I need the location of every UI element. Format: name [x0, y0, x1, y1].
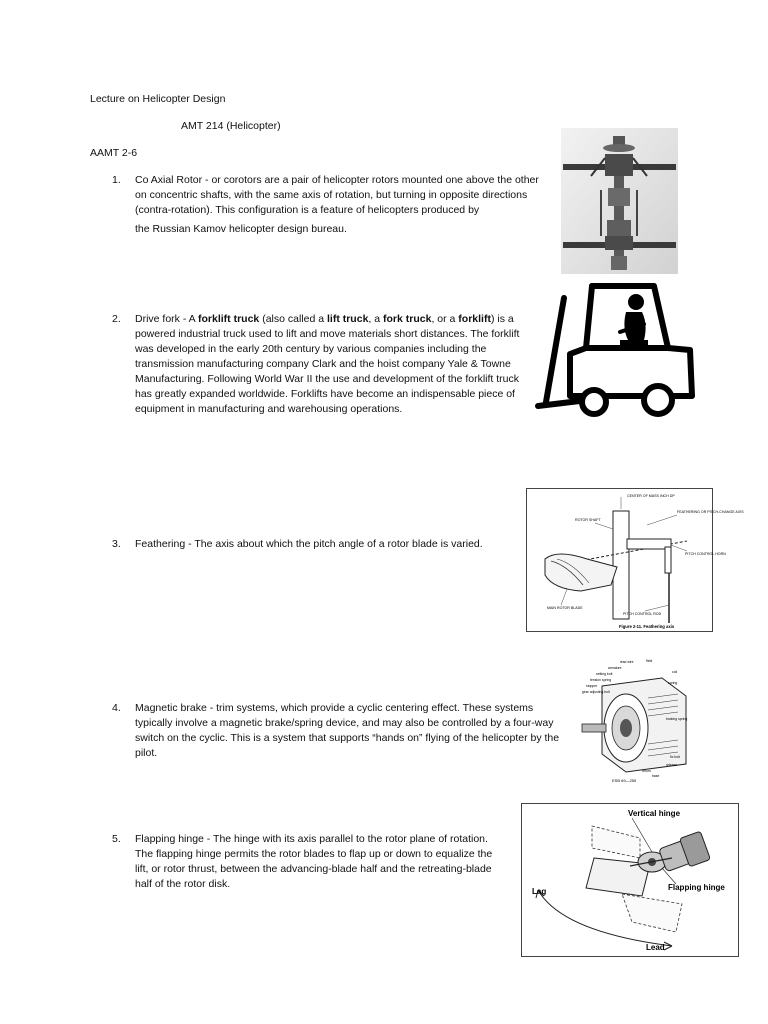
- text-run: ) is a: [490, 313, 514, 325]
- label-braking-spring: braking spring: [666, 717, 688, 721]
- text-line: typically involve a magnetic brake/spring device, and may also be controlled by a four-way: [135, 717, 554, 729]
- text-line: lift, or rotor thrust, between the advancing-blade half and the retreating-blade: [135, 863, 492, 875]
- text-line: (contra-rotation). This configuration is a feature of helicopters produced by: [135, 204, 480, 216]
- document-title: Lecture on Helicopter Design: [90, 93, 226, 105]
- label-flapping-hinge: Flapping hinge: [668, 883, 725, 892]
- label-pitch-control-rod: PITCH CONTROL ROD: [623, 612, 662, 616]
- label-field: field: [646, 659, 653, 663]
- text-run: Drive fork - A: [135, 313, 199, 325]
- text-line: Magnetic brake - trim systems, which provide a cyclic centering effect. These systems: [135, 702, 534, 714]
- label-lag: Lag: [532, 887, 547, 896]
- item-magnetic-brake-text: [135, 701, 559, 761]
- text-run: , or a: [431, 313, 459, 325]
- text-line: Manufacturing. Following World War II the use and development of the forklift truck: [135, 373, 520, 385]
- section-code: AAMT 2-6: [90, 147, 138, 159]
- item-coaxial-rotor-text: [135, 173, 539, 218]
- item-number: 1.: [112, 174, 121, 186]
- item-number: 3.: [112, 538, 121, 550]
- text-run: (also called a: [259, 313, 327, 325]
- label-vertical-hinge: Vertical hinge: [628, 809, 681, 818]
- item-drive-fork-text: [135, 312, 519, 417]
- item-flapping-hinge-text: [135, 832, 492, 892]
- text-line: The flapping hinge permits the rotor blades to flap up or down to equalize the: [135, 848, 493, 860]
- text-line: equipment in manufacturing and warehousing operations.: [135, 403, 403, 415]
- label-spring: spring: [668, 681, 678, 685]
- label-lead-wire: lead wire: [620, 660, 634, 664]
- text-line: powered industrial truck used to lift and move materials short distances. The forklift: [135, 328, 520, 340]
- label-center-of-mass: CENTER OF MASS INCH DP: [627, 494, 675, 498]
- label-fix-bolt: fix bolt: [670, 755, 680, 759]
- label-base: base: [652, 774, 660, 778]
- text-line: has greatly expanded worldwide. Forklifts have become an indispensable piece of: [135, 388, 515, 400]
- term-fork-truck: fork truck: [383, 313, 432, 325]
- text-line: transmission manufacturing company Clark and the hoist company Yale & Towne: [135, 358, 511, 370]
- label-rotor-shaft: ROTOR SHAFT: [575, 518, 601, 522]
- text-line: [135, 312, 519, 327]
- forklift-icon: [536, 278, 696, 418]
- text-line: was developed in the early 20th century by various companies including the: [135, 343, 487, 355]
- term-lift-truck: lift truck: [326, 313, 369, 325]
- magnetic-brake-diagram: [582, 656, 697, 784]
- label-coil: coil: [672, 670, 678, 674]
- text-line: Flapping hinge - The hinge with its axis parallel to the rotor plane of rotation.: [135, 833, 488, 845]
- text-line: on concentric shafts, with the same axis of rotation, but turning in opposite directions: [135, 189, 528, 201]
- flapping-hinge-diagram: [521, 803, 739, 957]
- text-line: switch on the cyclic. This is a system that supports “hands on” flying of the helicopter by the: [135, 732, 560, 744]
- label-gear-adjusting-bolt: gear adjusting bolt: [582, 690, 610, 694]
- label-release: release: [666, 763, 678, 767]
- text-line: pilot.: [135, 747, 158, 759]
- term-forklift-truck: forklift truck: [198, 313, 260, 325]
- figure-caption: Figure 2-11. Feathering axis: [619, 624, 675, 629]
- item-number: 5.: [112, 833, 121, 845]
- label-lead: Lead: [646, 943, 665, 952]
- label-main-rotor-blade: MAIN ROTOR BLADE: [547, 606, 583, 610]
- feathering-axis-diagram: [526, 488, 744, 632]
- text-line: the Russian Kamov helicopter design bureau.: [135, 223, 347, 235]
- coaxial-rotor-photo: [561, 128, 678, 274]
- label-tension-spring: tension spring: [590, 678, 612, 682]
- text-run: , a: [368, 313, 383, 325]
- text-line: Feathering - The axis about which the pitch angle of a rotor blade is varied.: [135, 538, 483, 550]
- label-setting-bolt: setting bolt: [596, 672, 613, 676]
- item-number: 2.: [112, 313, 121, 325]
- label-return: return: [642, 769, 651, 773]
- course-code: AMT 214 (Helicopter): [181, 120, 281, 132]
- term-forklift: forklift: [458, 313, 491, 325]
- label-armature: armature: [608, 666, 622, 670]
- item-feathering-text: [135, 537, 483, 552]
- label-feathering-axis: FEATHERING OR PITCH-CHANGE AXIS: [677, 510, 744, 514]
- label-stopper: stopper: [586, 684, 598, 688]
- text-line: half of the rotor disk.: [135, 878, 231, 890]
- text-line: Co Axial Rotor - or corotors are a pair of helicopter rotors mounted one above the other: [135, 174, 539, 186]
- figure-caption: ESB 69—259: [612, 778, 637, 783]
- label-pitch-control-horn: PITCH CONTROL HORN: [685, 552, 726, 556]
- item-number: 4.: [112, 702, 121, 714]
